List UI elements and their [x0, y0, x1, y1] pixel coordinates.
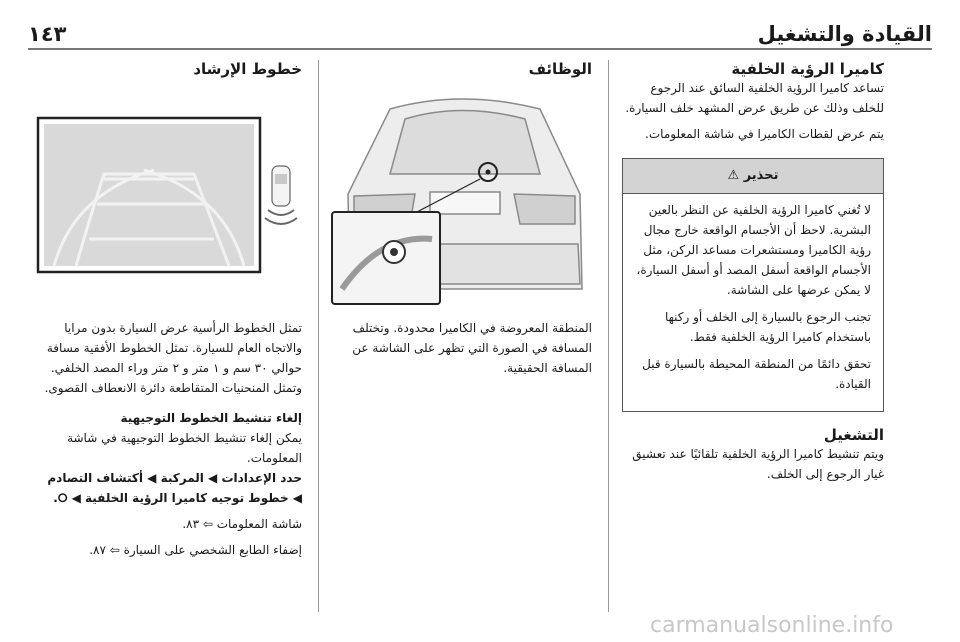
column-middle: [326, 60, 592, 78]
warning-text: تحقق دائمًا من المنطقة المحيطة بالسيارة قبل القيادة.: [642, 357, 871, 391]
section-heading-guidelines: خطوط الإرشاد: [193, 60, 302, 78]
car-rear-illustration: [330, 84, 592, 306]
subheading-deactivate: إلغاء تنشيط الخطوط التوجيهية: [120, 411, 302, 425]
section-heading-rear-camera: كاميرا الرؤية الخلفية: [731, 60, 884, 78]
caption-block: [326, 318, 592, 378]
section-heading-functions: الوظائف: [528, 60, 592, 78]
paragraph: ويتم تنشيط كاميرا الرؤية الخلفية تلقائيًا عند تعشيق غيار الرجوع إلى الخلف.: [632, 447, 884, 481]
warning-box: [622, 158, 884, 412]
figure-caption: تمثل الخطوط الرأسية عرض السيارة بدون مرايا والاتجاه العام للسيارة. تمثل الخطوط الأفقية مسافة حوالي ٣٠ سم و ١ متر و ٢ متر وراء المصد الخلفي. وتمثل المنحنيات المتقاطعة دائرة الانعطاف القصوى.: [44, 321, 302, 395]
column-divider-left: [318, 60, 319, 612]
warning-triangle-icon: ⚠: [727, 168, 740, 183]
warning-title: تحذير: [743, 168, 779, 183]
watermark: carmanualsonline.info: [650, 613, 894, 638]
guidelines-text: [36, 318, 302, 560]
section-heading-operation: التشغيل: [823, 426, 884, 444]
column-divider-right: [608, 60, 609, 612]
menu-path: حدد الإعدادات ◀ المركبة ◀ أكتشاف التصادم ◀ خطوط توجيه كاميرا الرؤية الخلفية ◀ ⭘.: [47, 471, 302, 505]
paragraph: تساعد كاميرا الرؤية الخلفية السائق عند الرجوع للخلف وذلك عن طريق عرض المشهد خلف السيارة.: [625, 81, 884, 115]
chapter-title: القيادة والتشغيل: [757, 22, 932, 46]
camera-guidelines-illustration: [34, 84, 302, 306]
column-left: [36, 60, 302, 78]
page-number: ١٤٣: [28, 22, 67, 46]
figure-caption: المنطقة المعروضة في الكاميرا محدودة. وتختلف المسافة في الصورة التي تظهر على الشاشة عن المسافة الحقيقية.: [352, 321, 592, 375]
page-header: [28, 18, 932, 48]
column-right: [622, 60, 884, 484]
cross-reference: شاشة المعلومات ⇦ ٨٣.: [182, 517, 302, 531]
paragraph: يمكن إلغاء تنشيط الخطوط التوجيهية في شاشة المعلومات.: [67, 431, 302, 465]
header-rule: [28, 48, 932, 50]
warning-text: تجنب الرجوع بالسيارة إلى الخلف أو ركنها باستخدام كاميرا الرؤية الخلفية فقط.: [664, 310, 871, 344]
cross-reference: إضفاء الطابع الشخصي على السيارة ⇦ ٨٧.: [89, 543, 302, 557]
warning-text: لا تُغني كاميرا الرؤية الخلفية عن النظر بالعين البشرية. لاحظ أن الأجسام الواقعة خارج مجال رؤية الكاميرا ومستشعرات مساعد الركن، مثل الأجسام الواقعة أسفل المصد أو أسفل السيارة، لا يمكن عرضها على الشاشة.: [636, 203, 871, 297]
paragraph: يتم عرض لقطات الكاميرا في شاشة المعلومات.: [645, 127, 884, 141]
warning-header: [623, 159, 883, 194]
